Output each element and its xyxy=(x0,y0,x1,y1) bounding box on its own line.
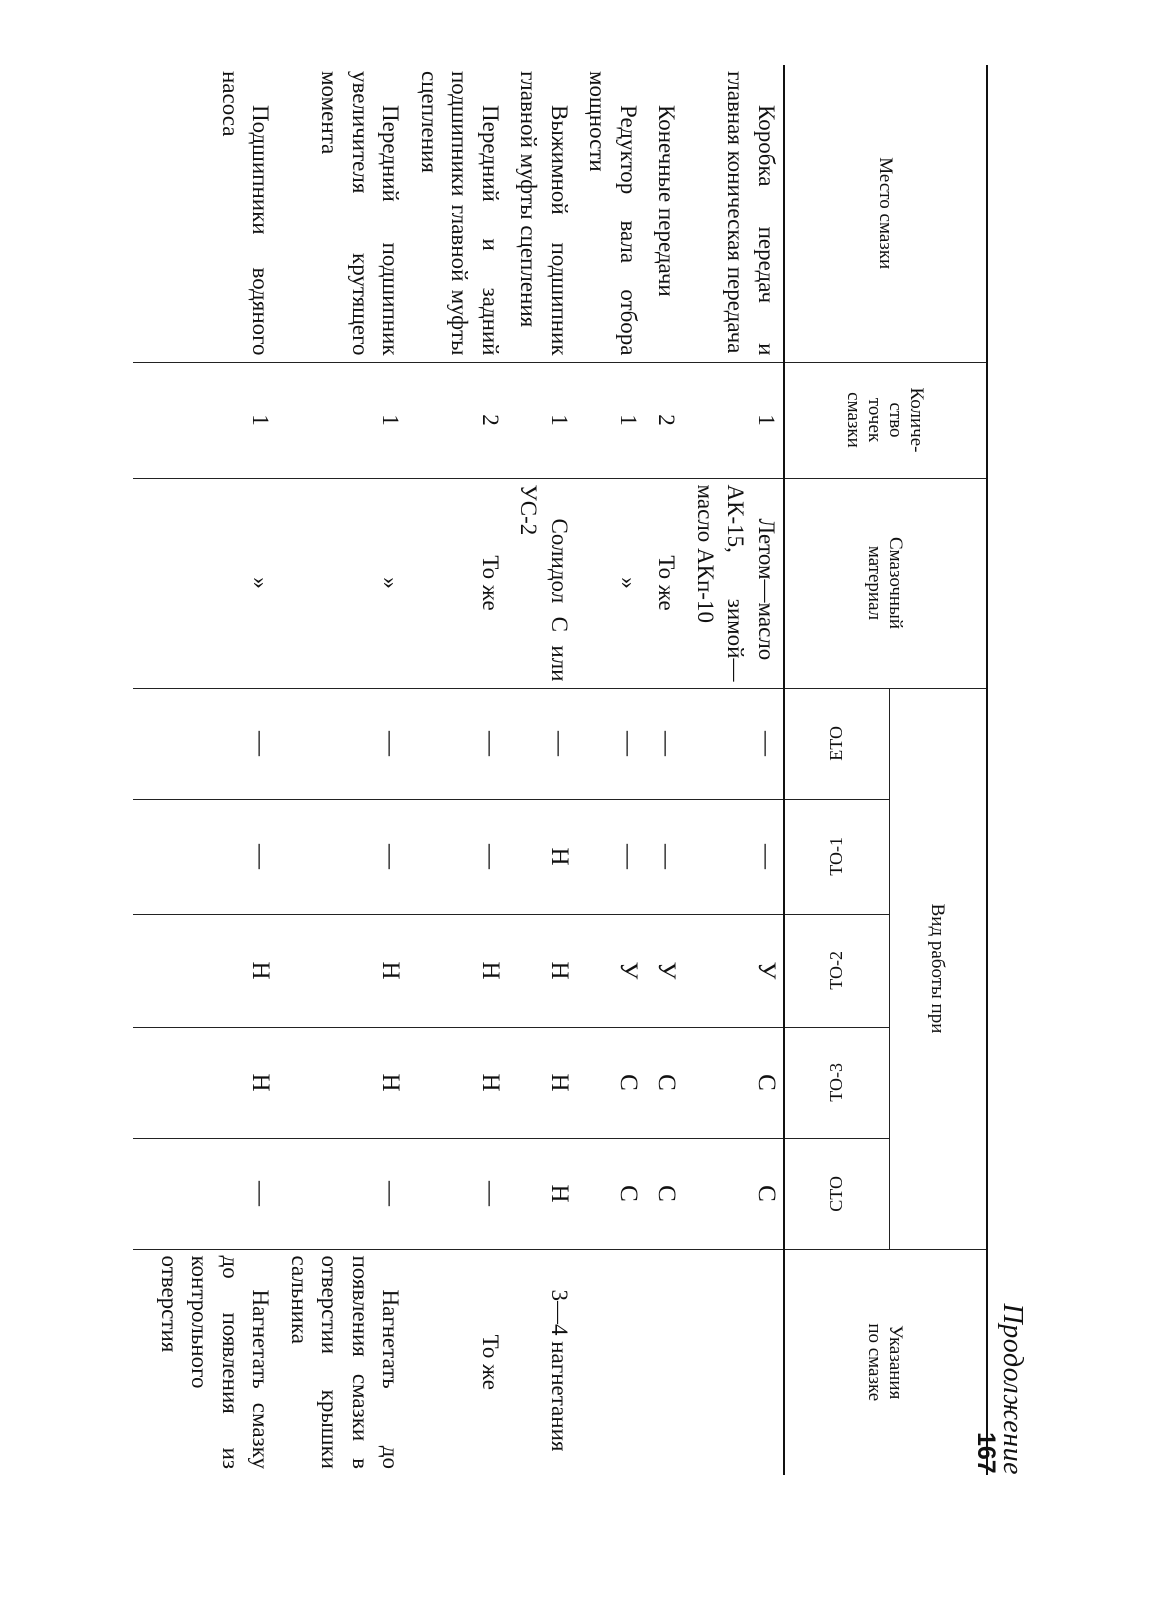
rotated-table-area xyxy=(90,65,1030,1475)
mark-to2: У xyxy=(645,914,684,1027)
material-cell: » xyxy=(134,478,278,688)
mark-to1: — xyxy=(645,799,684,914)
place-cell: Передний подшипник увеличителя крутящего момента xyxy=(278,65,408,362)
place-cell: Выжимной подшипник главной муфты сцепления xyxy=(507,65,576,362)
instructions-cell xyxy=(645,1249,684,1475)
mark-eto: — xyxy=(645,688,684,799)
mark-sto: С xyxy=(645,1138,684,1249)
header-to3: ТО-3 xyxy=(784,1027,890,1138)
table-row xyxy=(134,65,278,1475)
mark-eto: — xyxy=(134,688,278,799)
mark-to3: Н xyxy=(134,1027,278,1138)
mark-sto: С xyxy=(576,1138,645,1249)
mark-sto: — xyxy=(278,1138,408,1249)
count-cell: 1 xyxy=(134,362,278,478)
mark-to2: Н xyxy=(134,914,278,1027)
place-cell: Подшипники водяного насоса xyxy=(134,65,278,362)
header-sto: СТО xyxy=(784,1138,890,1249)
header-work-type: Вид работы при xyxy=(890,688,988,1249)
header-count: Количе- ство точек смазки xyxy=(784,362,987,478)
header-material: Смазочный материал xyxy=(784,478,987,688)
place-cell: Коробка передач и главная коническая передача xyxy=(684,65,785,362)
count-cell: 1 xyxy=(684,362,785,478)
table-row xyxy=(645,65,684,1475)
material-cell: Летом—масло АК-15, зимой—масло АКп-10 xyxy=(684,478,785,688)
table-row xyxy=(408,65,508,1475)
instructions-cell: 3—4 нагнетания xyxy=(507,1249,576,1475)
header-to2: ТО-2 xyxy=(784,914,890,1027)
table-row xyxy=(507,65,576,1475)
mark-to3: С xyxy=(645,1027,684,1138)
lubrication-table xyxy=(134,65,989,1475)
count-cell: 2 xyxy=(408,362,508,478)
header-to1: ТО-1 xyxy=(784,799,890,914)
mark-to2: У xyxy=(684,914,785,1027)
mark-sto: Н xyxy=(507,1138,576,1249)
mark-to2: Н xyxy=(278,914,408,1027)
count-cell: 1 xyxy=(278,362,408,478)
material-cell: Солидол С или УС-2 xyxy=(507,478,576,688)
mark-eto: — xyxy=(408,688,508,799)
mark-sto: — xyxy=(408,1138,508,1249)
instructions-cell xyxy=(576,1249,645,1475)
mark-to2: У xyxy=(576,914,645,1027)
page-number: 167 xyxy=(972,1432,1000,1474)
material-cell: » xyxy=(278,478,408,688)
mark-to3: Н xyxy=(278,1027,408,1138)
material-cell: То же xyxy=(408,478,508,688)
instructions-cell: То же xyxy=(408,1249,508,1475)
count-cell: 1 xyxy=(576,362,645,478)
instructions-cell xyxy=(684,1249,785,1475)
mark-to3: С xyxy=(684,1027,785,1138)
count-cell: 2 xyxy=(645,362,684,478)
count-cell: 1 xyxy=(507,362,576,478)
mark-eto: — xyxy=(576,688,645,799)
material-cell: То же xyxy=(645,478,684,688)
material-cell: » xyxy=(576,478,645,688)
mark-to2: Н xyxy=(408,914,508,1027)
mark-to3: Н xyxy=(507,1027,576,1138)
place-cell: Конечные передачи xyxy=(645,65,684,362)
header-instructions: Указания по смазке xyxy=(784,1249,987,1475)
mark-to1: — xyxy=(684,799,785,914)
instructions-cell: Нагнетать до появления смазки в отверстии крышки сальника xyxy=(278,1249,408,1475)
table-row xyxy=(684,65,785,1475)
mark-to1: — xyxy=(134,799,278,914)
mark-to2: Н xyxy=(507,914,576,1027)
table-row xyxy=(576,65,645,1475)
mark-to3: С xyxy=(576,1027,645,1138)
instructions-cell: Нагнетать смазку до появления из контрольного отверстия xyxy=(134,1249,278,1475)
mark-eto: — xyxy=(278,688,408,799)
mark-to1: — xyxy=(278,799,408,914)
header-place: Место смазки xyxy=(784,65,987,362)
place-cell: Передний и задний подшипники главной муфты сцепления xyxy=(408,65,508,362)
mark-eto: — xyxy=(507,688,576,799)
table-row xyxy=(278,65,408,1475)
mark-to1: Н xyxy=(507,799,576,914)
continuation-label: Продолжение xyxy=(997,1303,1028,1475)
header-eto: ЕТО xyxy=(784,688,890,799)
place-cell: Редуктор вала отбора мощности xyxy=(576,65,645,362)
mark-to1: — xyxy=(576,799,645,914)
mark-to1: — xyxy=(408,799,508,914)
mark-to3: Н xyxy=(408,1027,508,1138)
mark-eto: — xyxy=(684,688,785,799)
mark-sto: С xyxy=(684,1138,785,1249)
mark-sto: — xyxy=(134,1138,278,1249)
